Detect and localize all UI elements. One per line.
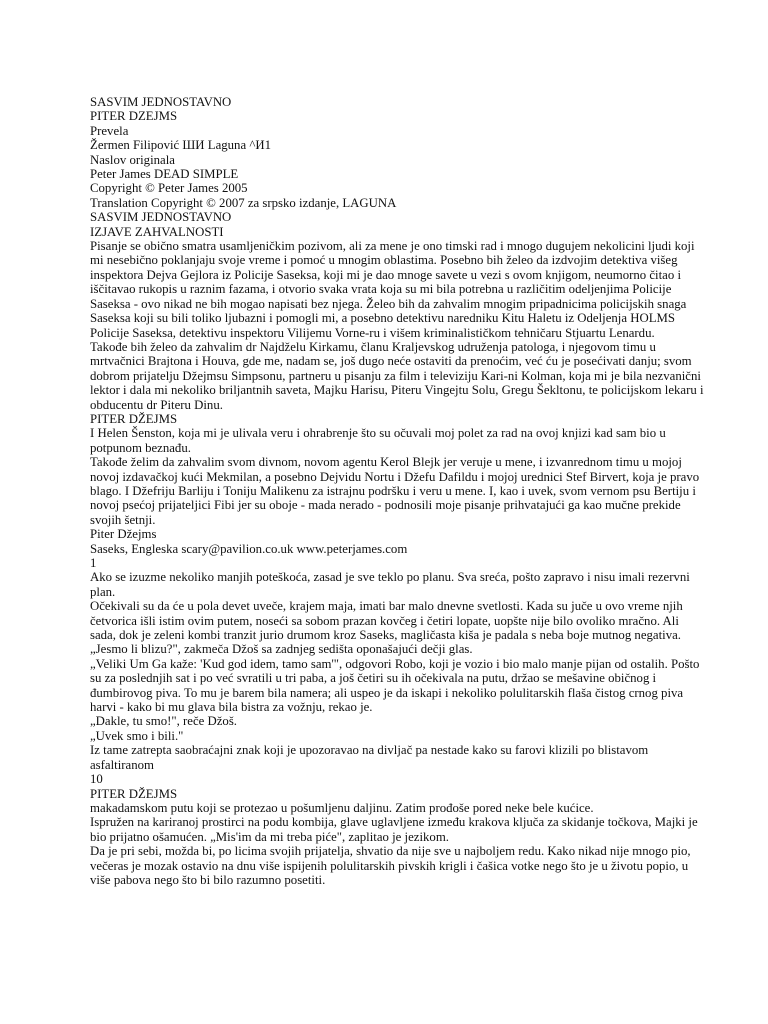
continued-paragraph-1: makadamskom putu koji se protezao u pošumljenu daljinu. Zatim prođoše pored neke bele kućice. [90,800,594,815]
running-header: PITER DŽEJMS [90,786,178,801]
chapter-paragraph-3: „Jesmo li blizu?", zakmeča Džoš sa zadnjeg sedišta oponašajući dečji glas. [90,642,473,657]
acknowledgements-heading: IZJAVE ZAHVALNOSTI [90,224,224,239]
title-line: SASVIM JEDNOSTAVNO [90,95,232,109]
translator-label: Prevela [90,123,129,138]
continued-paragraph-2: Ispružen na kariranoj prostirci na podu kombija, glave uglavljene između krakova ključa za skidanje točkova, Majki je bio prijatno ošamućen. „Mis'im da mi treba piće", zaplitao je jezikom. [90,815,698,844]
author-line: PITER DZEJMS [90,109,178,124]
ack-paragraph-4: Takođe želim da zahvalim svom divnom, novom agentu Kerol Blejk jer veruje u mene, i izvanrednom timu u mojoj novoj izdavačkoj kući Mekmilan, a posebno Dejvidu Nortu i Džefu Dafildu i mojoj urednici Stef Birvert, koja je pravo blago. I Džefriju Barliju i Toniju Malikenu za istrajnu podršku i veru u mene. I, kao i uvek, svom vernom psu Bertiju i novoj psećoj prijateljici Fibi jer su oboje - mada nerado - podnosili moje pisanje prihvatajući ga kao mučne prekide svojih šetnji. [90,455,700,527]
continued-paragraph-3: Da je pri sebi, možda bi, po licima svojih prijatelja, shvatio da nije sve u najboljem redu. Kako nikad nije mnogo pio, večeras je mozak ostavio na dnu više ispijenih polulitarskih pivskih krigli i čašica votke nego što je u životu popio, u više pabova nego što bi bilo razumno posetiti. [90,844,691,887]
signature-line: Piter Džejms [90,527,157,542]
contact-line: Saseks, Engleska scary@pavilion.co.uk www.peterjames.com [90,541,408,556]
page-number: 10 [90,772,103,787]
chapter-paragraph-2: Očekivali su da će u pola devet uveče, krajem maja, imati bar malo dnevne svetlosti. Kada su juče u ovo vreme njih četvorica išli istim ovim putem, noseći sa sobom prazan kovčeg i četiri lopate, uopšte nije bilo ovoliko mračno. Ali sada, dok je zeleni kombi tranzit jurio drumom kroz Saseks, magličasta kiša je padala s neba boje mutnog negativa. [90,599,683,643]
ack-paragraph-1: Pisanje se obično smatra usamljeničkim pozivom, ali za mene je ono timski rad i mnogo dugujem nekolicini ljudi koji mi nesebično poklanjaju svoje vreme i pomoć u mnogim oblastima. Posebno bih želeo da izdvojim detektiva višeg inspektora Dejva Gejlora iz Policije Saseksa, koji mi je dao mnoge savete u vezi s ovom knjigom, neumorno čitao i iščitavao rukopis u raznim fazama, i otvorio svaka vrata koja su mi bila potrebna u različitim odeljenjima Policije Saseksa - ovo nikad ne bih mogao napisati bez njega. Želeo bih da zahvalim mnogim pripadnicima policijskih snaga Saseksa koji su bili toliko ljubazni i pomogli mi, a posebno detektivu naredniku Kitu Haletu iz Odeljenja HOLMS Policije Saseksa, detektivu inspektoru Vilijemu Vorne-ru i višem kriminalističkom tehničaru Stjuartu Lenardu. [90,239,695,340]
chapter-paragraph-7: Iz tame zatrepta saobraćajni znak koji je upozoravao na divljač pa nestade kako su farovi klizili po blistavom asfaltiranom [90,743,649,772]
ack-paragraph-3: I Helen Šenston, koja mi je ulivala veru i ohrabrenje što su očuvali moj polet za rad na ovoj knjizi kad sam bio u potpunom beznađu. [90,426,666,455]
chapter-paragraph-6: „Uvek smo i bili." [90,728,184,743]
title-repeat-line: SASVIM JEDNOSTAVNO [90,210,232,225]
original-title-label: Naslov originala [90,152,175,167]
chapter-paragraph-4: „Veliki Um Ga kaže: 'Kud god idem, tamo sam'", odgovori Robo, koji je vozio i bio malo manje pijan od ostalih. Pošto su za poslednjih sat i po već svratili u tri paba, a još četiri su ih očekivala na putu, držao se mešavine običnog i đumbirovog piva. To mu je barem bila namera; ali uspeo je da iskapi i nekoliko polulitarskih flaša čistog crnog piva harvi - kako bi mu glava bila bistra za vožnju, rekao je. [90,656,700,715]
ack-running-header: PITER DŽEJMS [90,411,178,426]
chapter-paragraph-5: „Dakle, tu smo!", reče Džoš. [90,714,238,729]
copyright-line: Copyright © Peter James 2005 [90,181,248,196]
chapter-paragraph-1: Ako se izuzme nekoliko manjih poteškoća, zasad je sve teklo po planu. Sva sreća, pošto zapravo i nisu imali rezervni plan. [90,570,690,599]
translator-line: Žermen Filipović ШИ Laguna ^И1 [90,138,271,153]
translation-copyright-line: Translation Copyright © 2007 za srpsko izdanje, LAGUNA [90,195,397,210]
ack-paragraph-2: Takođe bih želeo da zahvalim dr Najdželu Kirkamu, članu Kraljevskog udruženja patologa, i njegovom timu u mrtvačnici Brajtona i Houva, gde me, nadam se, još dugo neće ostaviti da prenoćim, već ću je posećivati danju; svom dobrom prijatelju Džejmsu Simpsonu, partneru u pisanju za film i televiziju Kari-ni Kolman, koja mi je bila nezvanični lektor i dala mi nekoliko briljantnih saveta, Majku Harisu, Piteru Vingejtu Solu, Gregu Šekltonu, te policijskom lekaru i obducentu dr Piteru Dinu. [90,339,704,412]
original-title-line: Peter James DEAD SIMPLE [90,167,239,182]
chapter-number: 1 [90,556,97,570]
